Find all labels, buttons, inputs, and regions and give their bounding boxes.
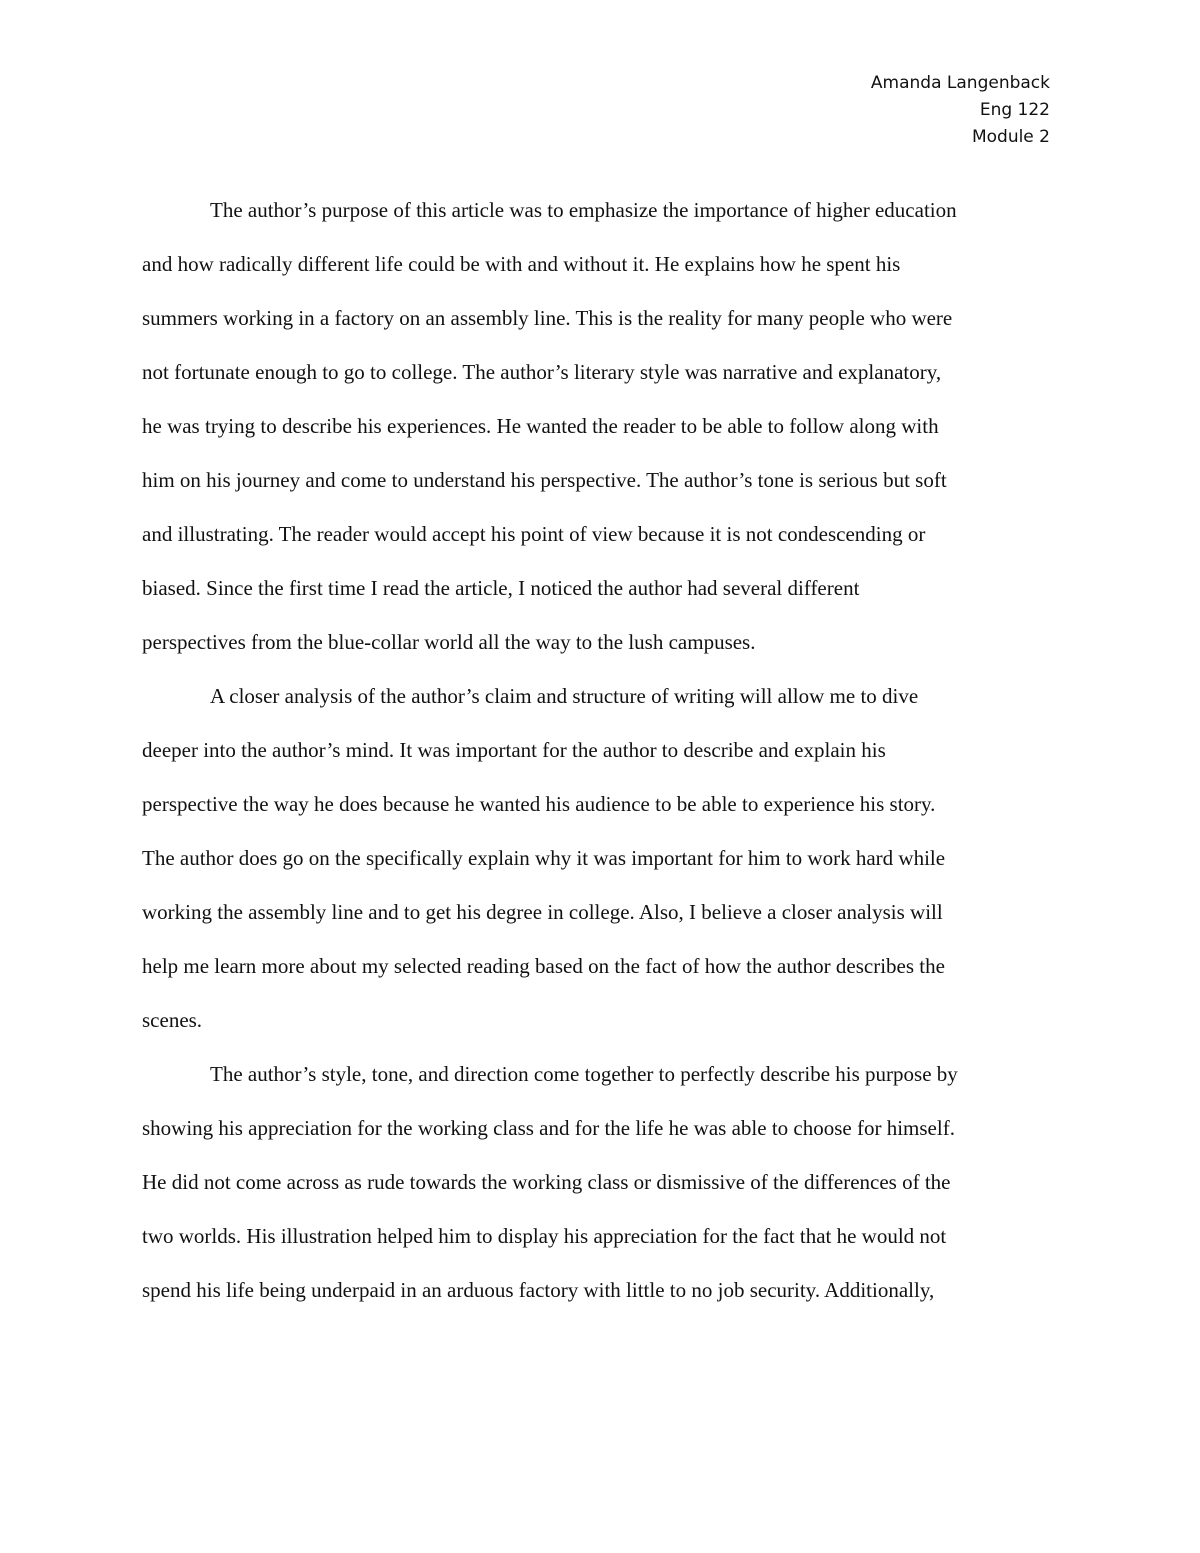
text-line: The author’s style, tone, and direction come together to perfectly describe his purpose by xyxy=(210,1062,958,1086)
course-name: Eng 122 xyxy=(979,100,1050,120)
text-line: A closer analysis of the author’s claim and structure of writing will allow me to dive xyxy=(210,684,919,708)
text-line: working the assembly line and to get his degree in college. Also, I believe a closer analysis will xyxy=(142,900,943,924)
text-line: showing his appreciation for the working class and for the life he was able to choose for himself. xyxy=(142,1116,955,1140)
text-line: spend his life being underpaid in an arduous factory with little to no job security. Additionally, xyxy=(142,1278,935,1302)
text-line: scenes. xyxy=(142,1008,203,1032)
text-line: two worlds. His illustration helped him to display his appreciation for the fact that he would not xyxy=(142,1224,947,1248)
text-line: not fortunate enough to go to college. The author’s literary style was narrative and explanatory, xyxy=(142,360,942,384)
text-line: perspectives from the blue-collar world all the way to the lush campuses. xyxy=(142,630,756,654)
text-line: biased. Since the first time I read the article, I noticed the author had several different xyxy=(142,576,860,600)
text-line: He did not come across as rude towards the working class or dismissive of the differences of the xyxy=(142,1170,951,1194)
author-name: Amanda Langenback xyxy=(870,73,1050,93)
paragraph-2 xyxy=(142,669,1048,1047)
text-line: deeper into the author’s mind. It was important for the author to describe and explain his xyxy=(142,738,886,762)
paragraph-3 xyxy=(142,1047,1048,1317)
text-line: The author’s purpose of this article was to emphasize the importance of higher education xyxy=(210,198,957,222)
text-line: and how radically different life could be with and without it. He explains how he spent his xyxy=(142,252,901,276)
paragraph-1 xyxy=(142,183,1048,669)
text-line: help me learn more about my selected reading based on the fact of how the author describes the xyxy=(142,954,945,978)
header-block xyxy=(871,70,1050,151)
essay-body xyxy=(142,183,1048,1317)
text-line: and illustrating. The reader would accept his point of view because it is not condescending or xyxy=(142,522,926,546)
text-line: The author does go on the specifically explain why it was important for him to work hard while xyxy=(142,846,946,870)
text-line: he was trying to describe his experiences. He wanted the reader to be able to follow along with xyxy=(142,414,939,438)
text-line: summers working in a factory on an assembly line. This is the reality for many people who were xyxy=(142,306,953,330)
module-name: Module 2 xyxy=(971,127,1050,147)
text-line: perspective the way he does because he wanted his audience to be able to experience his story. xyxy=(142,792,936,816)
text-line: him on his journey and come to understand his perspective. The author’s tone is serious but soft xyxy=(142,468,947,492)
